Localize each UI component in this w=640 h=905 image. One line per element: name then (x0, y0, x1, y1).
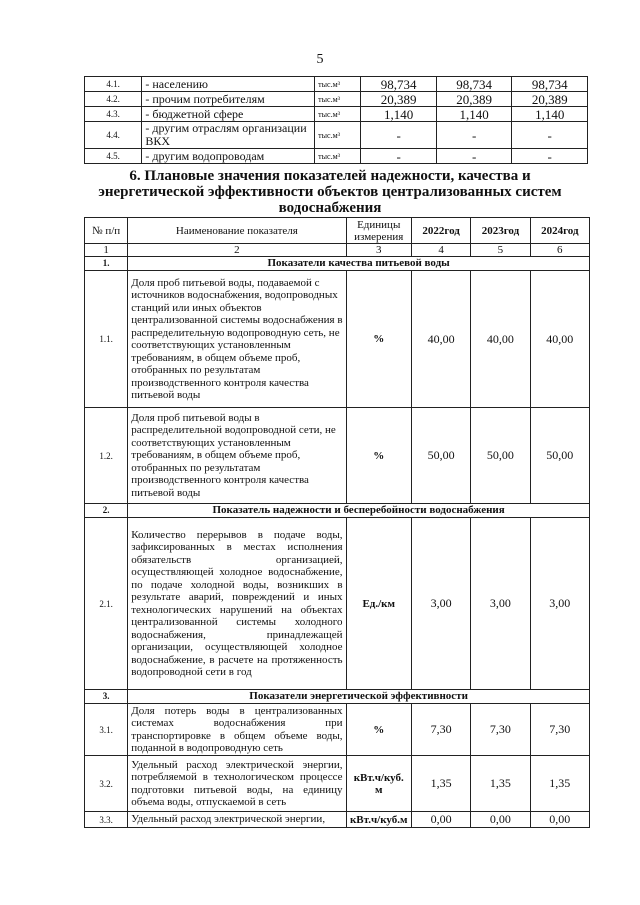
row-unit: кВт.ч/куб.м (346, 812, 411, 828)
row-num: 3.1. (85, 704, 128, 756)
row-unit: тыс.м³ (315, 77, 361, 92)
row-unit: Ед./км (346, 518, 411, 690)
table-row (85, 122, 588, 149)
table-row (85, 107, 588, 122)
row-value: 1,35 (411, 756, 470, 812)
section-num: 1. (85, 257, 128, 271)
row-value: 7,30 (530, 704, 589, 756)
row-value: 7,30 (411, 704, 470, 756)
table-row (85, 92, 588, 107)
row-value: 50,00 (530, 408, 589, 504)
row-desc: Доля проб питьевой воды, подаваемой с источников водоснабжения, водопроводных станций или иных объектов централизованной системы водоснабжения в распределительную водопроводную сеть, не соответствующих установленным требованиям, в общем объеме проб, отобранных по результатам производственного контроля качества питьевой воды (128, 271, 346, 408)
header-year-3: 2024год (530, 218, 589, 244)
row-value: - (436, 149, 512, 164)
row-value: 1,35 (471, 756, 530, 812)
row-value: - (512, 149, 588, 164)
row-value: 20,389 (512, 92, 588, 107)
row-name: - другим отраслям организации ВКХ (142, 122, 315, 149)
row-unit: % (346, 704, 411, 756)
row-unit: % (346, 271, 411, 408)
table-row (85, 756, 590, 812)
header-year-2: 2023год (471, 218, 530, 244)
table-row (85, 704, 590, 756)
header-num: № п/п (85, 218, 128, 244)
row-name: - бюджетной сфере (142, 107, 315, 122)
row-unit: тыс.м³ (315, 122, 361, 149)
section-num: 3. (85, 690, 128, 704)
row-desc: Доля проб питьевой воды в распределительной водопроводной сети, не соответствующих установленным требованиям, в общем объеме проб, отобранных по результатам производственного контроля качества питьевой воды (128, 408, 346, 504)
row-name: - другим водопроводам (142, 149, 315, 164)
row-num: 1.1. (85, 271, 128, 408)
row-value: 0,00 (530, 812, 589, 828)
row-value: 1,140 (436, 107, 512, 122)
index-cell: 3 (346, 244, 411, 257)
section-num: 2. (85, 504, 128, 518)
column-index-row (85, 244, 590, 257)
row-value: - (361, 122, 437, 149)
row-unit: тыс.м³ (315, 149, 361, 164)
row-num: 4.2. (85, 92, 142, 107)
row-value: 98,734 (512, 77, 588, 92)
row-unit: тыс.м³ (315, 92, 361, 107)
row-value: 98,734 (361, 77, 437, 92)
header-year-1: 2022год (411, 218, 470, 244)
page-number: 5 (316, 52, 324, 67)
row-desc: Количество перерывов в подаче воды, зафиксированных в местах исполнения обязательств организацией, осуществляющей холодное водоснабжение, по подаче холодной воды, возникших в результате аварий, повреждений и иных технологических нарушений на объектах централизованной системы холодного водоснабжения, принадлежащей организации, осуществляющей холодное водоснабжение, в расчете на протяженность водопроводной сети в год (128, 518, 346, 690)
row-value: 1,140 (512, 107, 588, 122)
row-value: 3,00 (411, 518, 470, 690)
row-unit: кВт.ч/куб. м (346, 756, 411, 812)
row-num: 4.3. (85, 107, 142, 122)
header-name: Наименование показателя (128, 218, 346, 244)
header-row (85, 218, 590, 244)
row-value: 3,00 (530, 518, 589, 690)
index-cell: 2 (128, 244, 346, 257)
table-row (85, 77, 588, 92)
row-value: 40,00 (411, 271, 470, 408)
row-num: 4.5. (85, 149, 142, 164)
row-num: 2.1. (85, 518, 128, 690)
table-row (85, 812, 590, 828)
index-cell: 1 (85, 244, 128, 257)
section-row (85, 504, 590, 518)
row-name: - прочим потребителям (142, 92, 315, 107)
row-value: 40,00 (530, 271, 589, 408)
section-row (85, 690, 590, 704)
table-row (85, 271, 590, 408)
row-num: 3.3. (85, 812, 128, 828)
row-value: 1,35 (530, 756, 589, 812)
row-desc: Доля потерь воды в централизованных системах водоснабжения при транспортировке в общем объеме воды, поданной в водопроводную сеть (128, 704, 346, 756)
row-value: - (512, 122, 588, 149)
row-value: 20,389 (361, 92, 437, 107)
row-value: 0,00 (471, 812, 530, 828)
index-cell: 5 (471, 244, 530, 257)
row-unit: тыс.м³ (315, 107, 361, 122)
section-heading: 6. Плановые значения показателей надежности, качества и энергетической эффективности объектов централизованных систем водоснабжения (98, 168, 562, 216)
index-cell: 4 (411, 244, 470, 257)
row-value: 7,30 (471, 704, 530, 756)
indicators-table (84, 217, 590, 828)
row-num: 4.4. (85, 122, 142, 149)
table-row (85, 408, 590, 504)
row-value: 0,00 (411, 812, 470, 828)
row-value: 3,00 (471, 518, 530, 690)
section-title: Показатели качества питьевой воды (128, 257, 590, 271)
table-row (85, 149, 588, 164)
row-value: 20,389 (436, 92, 512, 107)
row-num: 1.2. (85, 408, 128, 504)
index-cell: 6 (530, 244, 589, 257)
section-title: Показатель надежности и бесперебойности водоснабжения (128, 504, 590, 518)
row-num: 3.2. (85, 756, 128, 812)
row-value: 50,00 (471, 408, 530, 504)
table-row (85, 518, 590, 690)
consumption-table (84, 76, 588, 164)
section-title: Показатели энергетической эффективности (128, 690, 590, 704)
row-desc: Удельный расход электрической энергии, потребляемой в технологическом процессе подготовки питьевой воды, на единицу объема воды, отпускаемой в сеть (128, 756, 346, 812)
row-value: 40,00 (471, 271, 530, 408)
row-num: 4.1. (85, 77, 142, 92)
row-unit: % (346, 408, 411, 504)
row-value: - (361, 149, 437, 164)
header-unit: Единицы измерения (346, 218, 411, 244)
row-value: 98,734 (436, 77, 512, 92)
row-name: - населению (142, 77, 315, 92)
row-value: - (436, 122, 512, 149)
section-row (85, 257, 590, 271)
row-value: 50,00 (411, 408, 470, 504)
row-desc: Удельный расход электрической энергии, (128, 812, 346, 828)
row-value: 1,140 (361, 107, 437, 122)
